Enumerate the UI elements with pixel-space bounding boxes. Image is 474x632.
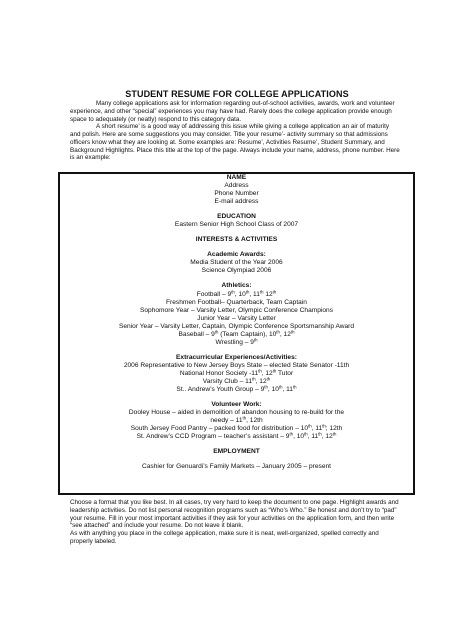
employment-heading: EMPLOYMENT [213,448,260,456]
document-title: STUDENT RESUME FOR COLLEGE APPLICATIONS [125,89,349,99]
athletics-junior: Junior Year – Varsity Letter [197,314,276,322]
footer-text [70,499,400,546]
athletics-sophomore: Sophomore Year – Varsity Letter, Olympic Conference Champions [139,306,334,314]
extracurricular-varsity-club: Varsity Club – 11th, 12th [202,376,271,385]
extracurricular-boys-state: 2006 Representative to New Jersey Boys State – elected State Senator -11th [123,361,350,369]
resume-phone: Phone Number [214,190,259,198]
academic-award-2: Science Olympiad 2006 [201,267,272,275]
employment-line: Cashier for Genuardi’s Family Markets – January 2005 – present [142,463,331,471]
intro-paragraph-1: Many college applications ask for information regarding out-of-school activities, awards, work and volunteer experience, and other “special” experiences you may have had. Rarely does the college application provide enough space to adequately (or neatly) respond to this category data. [70,100,395,123]
academic-awards-heading: Academic Awards: [207,251,266,259]
athletics-baseball: Baseball – 9th (Team Captain), 10th, 12th [178,329,295,338]
volunteer-ccd: St. Andrew’s CCD Program – teacher’s assistant – 9th, 10th, 11th, 12th [136,431,337,441]
extracurricular-heading: Extracurricular Experiences/Activities: [176,353,297,361]
athletics-senior: Senior Year – Varsity Letter, Captain, Olympic Conference Sportsmanship Award [118,322,355,330]
resume-example-content [60,174,413,471]
volunteer-dooley-2: needy – 11th, 12th [210,415,263,425]
athletics-football: Football – 9th, 10th, 11th 12th [196,289,277,298]
athletics-wrestling: Wrestling – 9th [215,337,258,346]
athletics-heading: Athletics: [221,282,252,290]
volunteer-heading: Volunteer Work: [211,401,262,409]
athletics-freshmen: Freshmen Football– Quarterback, Team Captain [166,298,307,306]
intro-paragraph-2: A short resume’ is a good way of addressing this issue while giving a college application an air of maturity and polish. Here are some suggestions you may consider. Title your resume’- activity summary so that admissions officers know what they are looking at. Some examples are: Resume’, Activities Resume’, Student Summary, and Background Highlights. Place this title at the top of the page. Always include your name, address, phone number. Here is an example: [70,123,400,162]
extracurricular-nhs: National Honor Society -11th, 12th Tutor [179,368,294,377]
interests-heading: INTERESTS & ACTIVITIES [195,236,278,244]
education-heading: EDUCATION [217,213,256,221]
resume-email: E-mail address [214,198,259,206]
volunteer-food-pantry: South Jersey Food Pantry – packed food for distribution – 10th, 11th; 12th [130,423,343,433]
volunteer-dooley-1: Dooley House – aided in demolition of abandon housing to re-build for the [128,409,345,417]
education-line: Eastern Senior High School Class of 2007 [174,221,299,229]
footer-paragraph-2: As with anything you place in the college application, make sure it is neat, well-organized, spelled correctly and properly labeled. [70,530,379,545]
academic-award-1: Media Student of the Year 2006 [190,259,283,267]
resume-address: Address [224,182,249,190]
intro-text [70,100,400,162]
extracurricular-youth-group: St.. Andrew’s Youth Group – 9th, 10th, 11th [176,384,297,394]
resume-name-heading: NAME [226,174,247,181]
footer-paragraph-1: Choose a format that you like best. In all cases, try very hard to keep the document to one page. Highlight awards and leadership activities. Do not list personal recognition programs such as “Who’s Who.” Be honest and don’t try to “pad” your resume. Fill in your most important activities if they ask for your activities on the application form, and then write “see attached” and include your resume. Do not leave it blank. [70,499,399,530]
